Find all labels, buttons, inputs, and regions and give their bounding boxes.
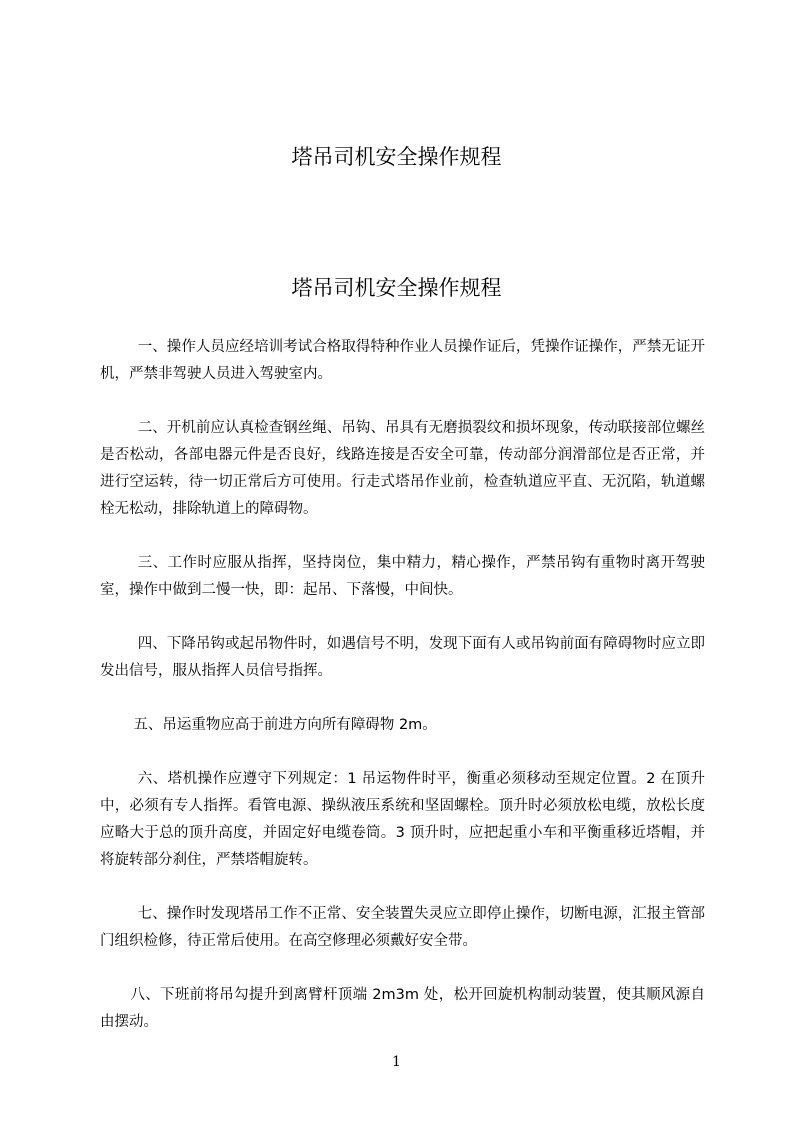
clause-7: 七、操作时发现塔吊工作不正常、安全装置失灵应立即停止操作，切断电源，汇报主管部门组织检修，待正常后使用。在高空修理必须戴好安全带。: [100, 906, 705, 949]
clause-2: 二、开机前应认真检查钢丝绳、吊钩、吊具有无磨损裂纹和损坏现象，传动联接部位螺丝是否松动，各部电器元件是否良好，线路连接是否安全可靠，传动部分润滑部位是否正常，并进行空运转，待一切正常后方可使用。行走式塔吊作业前，检查轨道应平直、无沉陷，轨道螺栓无松动，排除轨道上的障碍物。: [100, 420, 705, 517]
clause-8: 八、下班前将吊勾提升到离臂杆顶端 2m3m 处，松开回旋机构制动装置，使其顺风源自由摆动。: [100, 987, 705, 1030]
clause-3: 三、工作时应服从指挥，坚持岗位，集中精力，精心操作，严禁吊钩有重物时离开驾驶室，操作中做到二慢一快，即：起吊、下落慢，中间快。: [100, 555, 705, 598]
section-title: 塔吊司机安全操作规程: [291, 276, 502, 300]
clause-5: 五、吊运重物应高于前进方向所有障碍物 2m。: [133, 717, 437, 733]
clause-6: 六、塔机操作应遵守下列规定：1 吊运物件时平，衡重必须移动至规定位置。2 在顶升中，必须有专人指挥。看管电源、操纵液压系统和坚固螺栓。顶升时必须放松电缆，放松长度应略大于总的顶升高度，并固定好电缆卷筒。3 顶升时，应把起重小车和平衡重移近塔帽，并将旋转部分刹住，严禁塔帽旋转。: [100, 771, 705, 868]
clause-4: 四、下降吊钩或起吊物件时，如遇信号不明，发现下面有人或吊钩前面有障碍物时应立即发出信号，服从指挥人员信号指挥。: [100, 636, 705, 679]
page-number: 1: [392, 1054, 401, 1070]
clause-1: 一、操作人员应经培训考试合格取得特种作业人员操作证后，凭操作证操作，严禁无证开机，严禁非驾驶人员进入驾驶室内。: [100, 339, 705, 382]
document-title: 塔吊司机安全操作规程: [291, 145, 502, 169]
clause-list: [100, 334, 705, 1063]
